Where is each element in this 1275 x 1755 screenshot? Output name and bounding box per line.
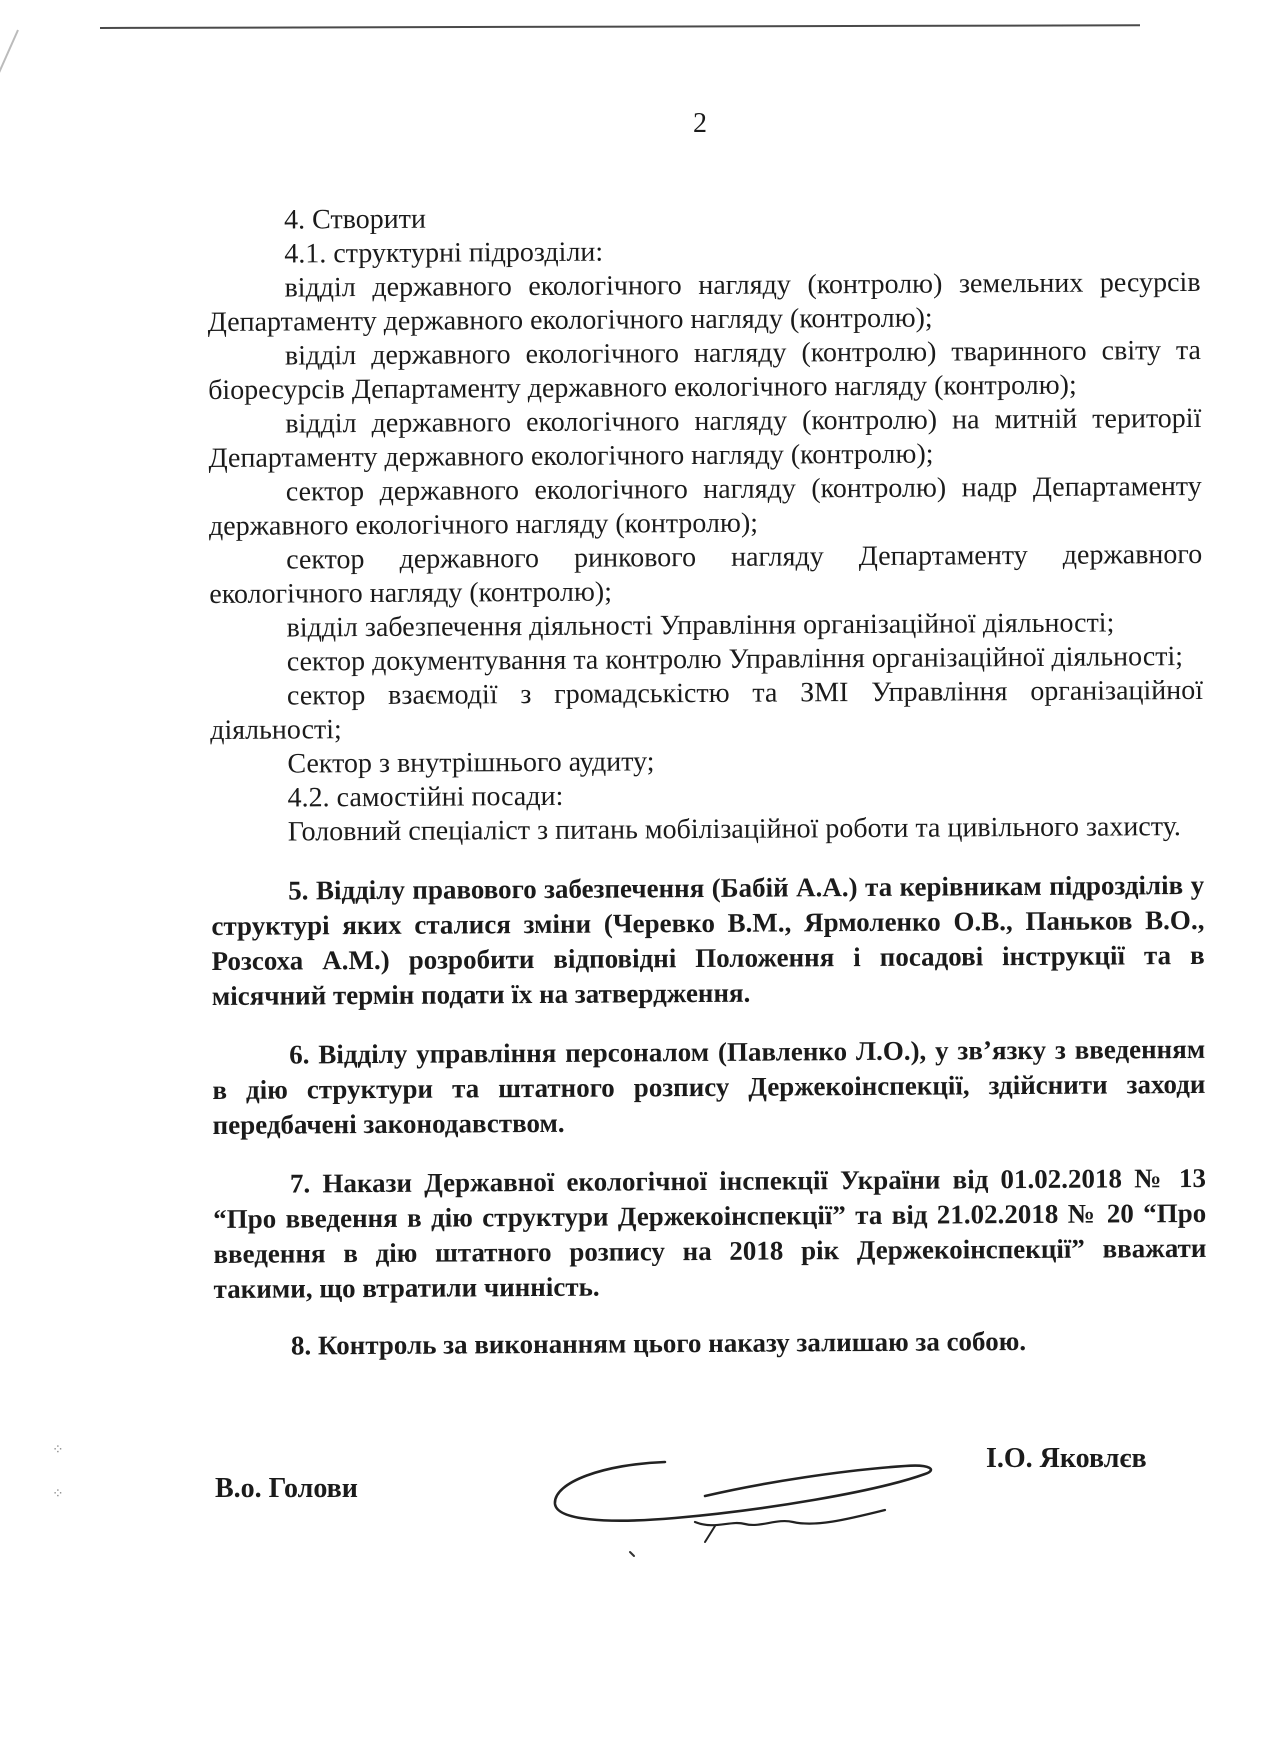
scan-speck: ⁘ (52, 1443, 64, 1458)
signatory-name: І.О. Яковлєв (986, 1443, 1147, 1474)
scan-edge-line (100, 24, 1140, 29)
unit-activity-support: відділ забезпечення діяльності Управління організаційної діяльності; (286, 607, 1115, 644)
item-4-1-heading: 4.1. структурні підрозділи: (284, 236, 604, 270)
item-6: 6. Відділу управління персоналом (Павленко Л.О.), у зв’язку з введенням в дію структури та штатного розпису Держекоінспекції, здійснити заходи передбачені законодавством. (212, 1033, 1206, 1140)
scan-edge-mark (0, 30, 19, 186)
signatory-title: В.о. Голови (215, 1473, 358, 1504)
document-body (207, 198, 1207, 1364)
unit-internal-audit: Сектор з внутрішнього аудиту; (287, 746, 655, 780)
position-mobilization-specialist: Головний спеціаліст з питань мобілізаційної роботи та цивільного захисту. (287, 811, 1181, 848)
item-8: 8. Контроль за виконанням цього наказу залишаю за собою. (290, 1326, 1027, 1361)
page-number: 2 (693, 108, 707, 139)
handwritten-signature (545, 1452, 945, 1562)
unit-customs-territory: відділ державного екологічного нагляду (контролю) на митній території Департаменту державного екологічного нагляду (контролю); (208, 402, 1202, 474)
item-4-heading: 4. Створити (284, 203, 426, 236)
unit-documentation-control: сектор документування та контролю Управління організаційної діяльності; (286, 641, 1184, 678)
unit-market-supervision: сектор державного ринкового нагляду Департаменту державного екологічного нагляду (контролю); (209, 538, 1203, 610)
item-4-2-heading: 4.2. самостійні посади: (287, 780, 564, 814)
item-7: 7. Накази Державної екологічної інспекції України від 01.02.2018 № 13 “Про введення в дію структури Держекоінспекції” та від 21.02.2018 № 20 “Про введення в дію штатного розпису на 2018 рік Держекоінспекції” вважати такими, що втратили чинність. (213, 1162, 1207, 1304)
item-5: 5. Відділу правового забезпечення (Бабій А.А.) та керівникам підрозділів у структурі яких сталися зміни (Черевко В.М., Ярмоленко О.В., Паньков В.О., Розсоха А.М.) розробити відповідні Положення і посадові інструкції та в місячний термін подати їх на затвердження. (211, 869, 1205, 1011)
unit-land-resources: відділ державного екологічного нагляду (контролю) земельних ресурсів Департаменту державного екологічного нагляду (контролю); (207, 266, 1201, 338)
unit-subsoil: сектор державного екологічного нагляду (контролю) надр Департаменту державного екологічного нагляду (контролю); (208, 470, 1202, 542)
signature-block (0, 1412, 1275, 1522)
scan-speck: ⁘ (52, 1487, 64, 1502)
unit-fauna-bioresources: відділ державного екологічного нагляду (контролю) тваринного світу та біоресурсів Департаменту державного екологічного нагляду (контролю); (208, 334, 1202, 406)
unit-public-media-relations: сектор взаємодії з громадськістю та ЗМІ Управління організаційної діяльності; (210, 674, 1204, 746)
